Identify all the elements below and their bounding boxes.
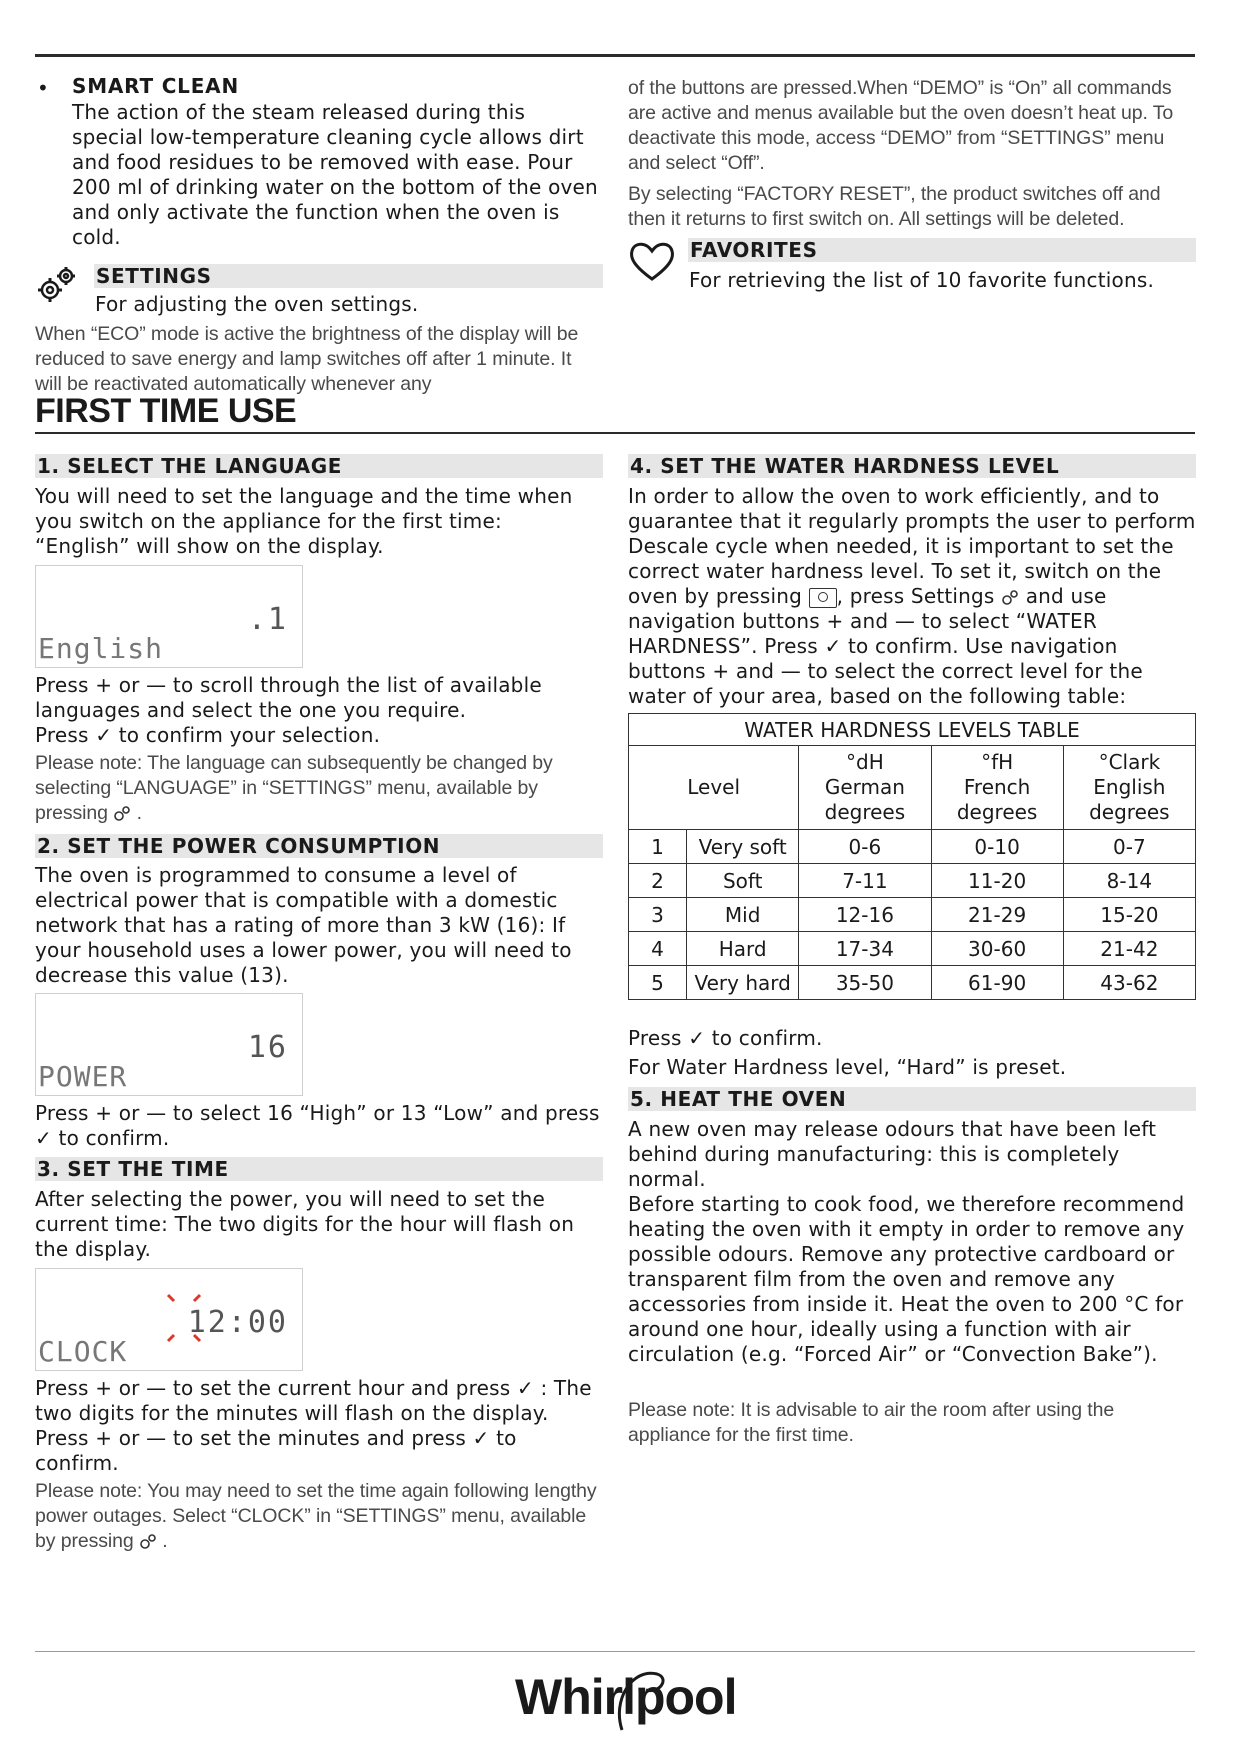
section5-p2: Before starting to cook food, we therefore recommend heating the oven with it empty in order to remove any possible odours. Remove any protective cardboard or transparent film from the oven and remove any accessories from inside it. Heat the oven to 200 °C for around one hour, ideally using a function with air circulation (e.g. “Forced Air” or “Convection Bake”). <box>628 1192 1185 1366</box>
section3-note <box>35 1479 603 1554</box>
check-icon: ✓ <box>516 1376 534 1400</box>
text: Press <box>35 1101 89 1125</box>
lcd-label: CLOCK <box>38 1335 128 1368</box>
cell: 17-34 <box>799 932 931 966</box>
section1-instructions <box>35 673 603 748</box>
cell: 21-29 <box>931 898 1063 932</box>
section4-preset: For Water Hardness level, “Hard” is preset. <box>628 1055 1067 1079</box>
section2-heading: 2. SET THE POWER CONSUMPTION <box>35 834 603 858</box>
footer-rule <box>35 1651 1195 1652</box>
cell: Soft <box>687 864 799 898</box>
plus-icon: + <box>95 1426 113 1450</box>
header-line: degrees <box>956 800 1038 824</box>
page-title: FIRST TIME USE <box>35 392 297 430</box>
section2-intro: The oven is programmed to consume a level of electrical power that is compatible with a domestic network that has a rating of more than 3 kW (16): If your household uses a lower power, you will need to decrease this value (13). <box>35 863 572 987</box>
heart-icon <box>628 240 676 282</box>
lcd-value: 12:00 <box>187 1305 288 1340</box>
text: Press <box>628 1026 682 1050</box>
lcd-clock-display <box>35 1268 303 1371</box>
table-row <box>629 932 1196 966</box>
settings-text: For adjusting the oven settings. <box>95 292 419 316</box>
power-button-icon <box>809 588 837 608</box>
minus-icon: — <box>146 1101 167 1125</box>
minus-icon: — <box>894 609 916 633</box>
cell: 30-60 <box>931 932 1063 966</box>
section5-heading: 5. HEAT THE OVEN <box>628 1087 1196 1111</box>
settings-gear-icon <box>35 264 79 308</box>
cell: 4 <box>629 932 687 966</box>
cell: Very soft <box>687 830 799 864</box>
top-rule <box>35 54 1195 57</box>
cell: 0-10 <box>931 830 1063 864</box>
section1-intro: You will need to set the language and the time when you switch on the appliance for the first time: “English” will show on the display. <box>35 484 573 558</box>
cell: 5 <box>629 966 687 1000</box>
check-icon: ✓ <box>472 1426 490 1450</box>
check-icon: ✓ <box>824 634 842 658</box>
cell: 1 <box>629 830 687 864</box>
header-line: degrees <box>824 800 906 824</box>
settings-gear-icon <box>1001 590 1019 606</box>
lcd-power-display <box>35 993 303 1096</box>
lcd-label: POWER <box>38 1060 128 1093</box>
section4-heading: 4. SET THE WATER HARDNESS LEVEL <box>628 454 1196 478</box>
lcd-label: English <box>38 632 164 665</box>
table-row <box>629 864 1196 898</box>
table-header-dh <box>799 746 931 830</box>
cell: 11-20 <box>931 864 1063 898</box>
table-row <box>629 898 1196 932</box>
text: or <box>118 1376 140 1400</box>
section1-note <box>35 751 603 826</box>
section5-p1: A new oven may release odours that have been left behind during manufacturing: this is completely normal. <box>628 1117 1157 1191</box>
section3-heading: 3. SET THE TIME <box>35 1157 603 1181</box>
text: or <box>118 1426 140 1450</box>
text: to select 16 “High” or 13 “Low” and press <box>172 1101 600 1125</box>
demo-note: of the buttons are pressed.When “DEMO” is “On” all commands are active and menus available but the oven doesn’t heat up. To deactivate this mode, access “DEMO” from “SETTINGS” menu and select “Off”. <box>628 77 1174 174</box>
cell: 8-14 <box>1063 864 1195 898</box>
cell: 7-11 <box>799 864 931 898</box>
settings-gear-icon <box>113 806 131 822</box>
table-row <box>629 966 1196 1000</box>
text: . <box>162 1530 168 1552</box>
section4-after <box>628 1026 1196 1051</box>
text: to confirm. <box>711 1026 823 1050</box>
text: and use navigation buttons <box>628 584 1107 633</box>
factory-reset-note: By selecting “FACTORY RESET”, the product switches off and then it returns to first switch on. All settings will be deleted. <box>628 183 1161 230</box>
plus-icon: + <box>712 659 730 683</box>
favorites-text: For retrieving the list of 10 favorite functions. <box>689 268 1155 292</box>
header-unit: °fH <box>981 750 1014 774</box>
cell: 21-42 <box>1063 932 1195 966</box>
text: Press <box>35 1426 89 1450</box>
lcd-language-display <box>35 565 303 668</box>
cell: 3 <box>629 898 687 932</box>
table-row <box>629 830 1196 864</box>
settings-gear-icon <box>139 1534 157 1550</box>
header-line: French <box>963 775 1031 799</box>
brand-logo: Whirlpool <box>515 1669 737 1725</box>
text: Please note: The language can subsequently be changed by selecting “LANGUAGE” in “SETTINGS” menu, available by pressing <box>35 752 553 824</box>
smart-clean-text: The action of the steam released during this special low-temperature cleaning cycle allows dirt and food residues to be removed with ease. Pour 200 ml of drinking water on the bottom of the oven and only activate the function when the oven is cold. <box>72 100 598 249</box>
settings-heading: SETTINGS <box>94 264 603 288</box>
text: In order to allow the oven to work efficiently, and to guarantee that it regularly prompts the user to perform Descale cycle when needed, it is important to set the correct water hardness level. To set it, switch on the oven by pressing <box>628 484 1196 608</box>
cell: Mid <box>687 898 799 932</box>
section4-text <box>628 484 1196 709</box>
favorites-heading: FAVORITES <box>688 238 1196 262</box>
text: and <box>735 659 775 683</box>
table-header-level: Level <box>629 746 799 830</box>
header-line: German <box>824 775 905 799</box>
text: : The two digits for the minutes will flash on the display. <box>35 1376 592 1425</box>
header-line: English <box>1093 775 1166 799</box>
text: Press <box>35 723 89 747</box>
lcd-value: 16 <box>247 1030 288 1065</box>
minus-icon: — <box>780 659 801 683</box>
lcd-value: .1 <box>247 602 288 637</box>
check-icon: ✓ <box>95 723 113 747</box>
bullet: • <box>37 76 49 100</box>
header-unit: °dH <box>846 750 884 774</box>
text: to confirm. <box>58 1126 170 1150</box>
table-header-fh <box>931 746 1063 830</box>
logo-swirl-icon <box>602 1660 672 1740</box>
cell: 61-90 <box>931 966 1063 1000</box>
cell: 15-20 <box>1063 898 1195 932</box>
cell: 0-7 <box>1063 830 1195 864</box>
settings-note: When “ECO” mode is active the brightness of the display will be reduced to save energy and lamp switches off after 1 minute. It will be reactivated automatically whenever any <box>35 323 579 395</box>
plus-icon: + <box>95 673 113 697</box>
minus-icon: — <box>146 673 167 697</box>
text: to set the minutes and press <box>172 1426 466 1450</box>
cell: 43-62 <box>1063 966 1195 1000</box>
text: Press <box>35 673 89 697</box>
cell: 35-50 <box>799 966 931 1000</box>
text: to confirm your selection. <box>118 723 381 747</box>
section2-instructions <box>35 1101 603 1151</box>
check-icon: ✓ <box>35 1126 52 1150</box>
cell: Hard <box>687 932 799 966</box>
water-hardness-table-grid <box>628 713 1196 1000</box>
section1-heading: 1. SELECT THE LANGUAGE <box>35 454 603 478</box>
plus-icon: + <box>95 1376 113 1400</box>
smart-clean-title: SMART CLEAN <box>72 74 239 98</box>
section3-instructions <box>35 1376 603 1476</box>
text: Press <box>35 1376 89 1400</box>
text: and <box>850 609 889 633</box>
plus-icon: + <box>826 609 844 633</box>
header-line: degrees <box>1089 800 1170 824</box>
text: to set the current hour and press <box>172 1376 511 1400</box>
minus-icon: — <box>146 1426 167 1450</box>
cell: 2 <box>629 864 687 898</box>
smart-clean-block <box>35 74 603 250</box>
header-unit: °Clark <box>1098 750 1161 774</box>
section3-intro: After selecting the power, you will need to set the current time: The two digits for the hour will flash on the display. <box>35 1187 575 1261</box>
text: to select “WATER HARDNESS”. Press <box>628 609 1097 658</box>
text: to confirm. Use navigation buttons <box>628 634 1118 683</box>
text: , press Settings <box>836 584 995 608</box>
minus-icon: — <box>146 1376 167 1400</box>
text: to select the correct level for the water of your area, based on the following table: <box>628 659 1143 708</box>
cell: Very hard <box>687 966 799 1000</box>
table-header-clark <box>1063 746 1195 830</box>
section5-note: Please note: It is advisable to air the room after using the appliance for the first time. <box>628 1399 1115 1446</box>
text: to scroll through the list of available languages and select the one you require. <box>35 673 542 722</box>
text: to confirm. <box>35 1426 517 1475</box>
text: . <box>136 802 142 824</box>
plus-icon: + <box>95 1101 113 1125</box>
text: or <box>118 673 140 697</box>
title-rule <box>35 432 1195 434</box>
cell: 0-6 <box>799 830 931 864</box>
table-caption: WATER HARDNESS LEVELS TABLE <box>629 714 1196 746</box>
text: Please note: You may need to set the time again following lengthy power outages. Select “CLOCK” in “SETTINGS” menu, available by pressing <box>35 1480 597 1552</box>
text: or <box>118 1101 140 1125</box>
cell: 12-16 <box>799 898 931 932</box>
check-icon: ✓ <box>688 1026 706 1050</box>
